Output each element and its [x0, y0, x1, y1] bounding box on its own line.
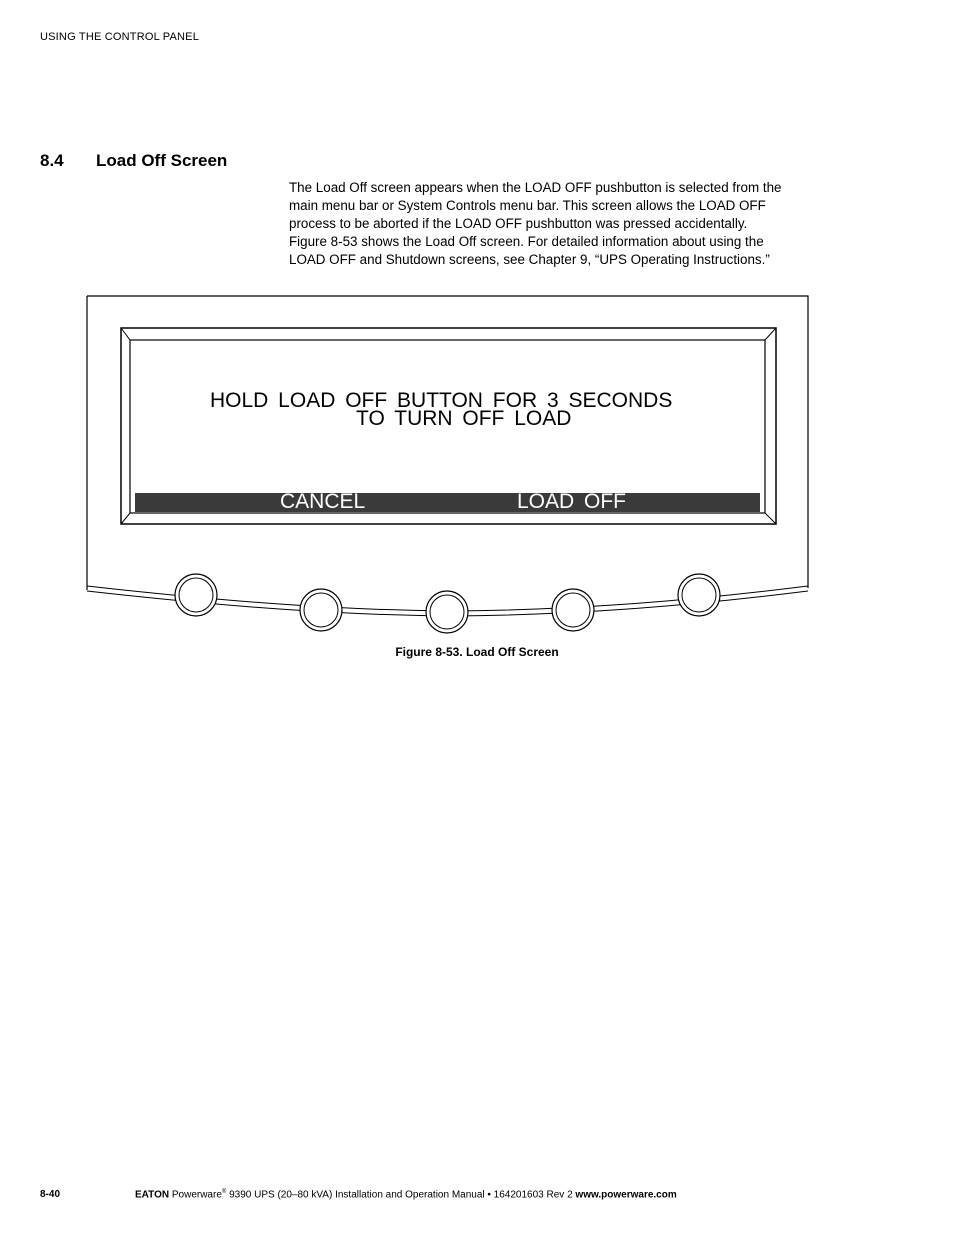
lcd-message-line-1: HOLD LOAD OFF BUTTON FOR 3 SECONDS: [210, 389, 673, 412]
lcd-message-line-2: TO TURN OFF LOAD: [356, 407, 572, 430]
page-number: 8-40: [40, 1189, 61, 1200]
section-heading: [40, 151, 227, 171]
control-panel-figure: [80, 290, 820, 640]
softkey-menu-bar: [135, 490, 760, 513]
pushbutton-3[interactable]: [426, 591, 468, 633]
pushbutton-1[interactable]: [175, 574, 217, 616]
pushbutton-4[interactable]: [552, 589, 594, 631]
section-title: Load Off Screen: [96, 151, 228, 170]
pushbutton-2[interactable]: [300, 589, 342, 631]
running-header: USING THE CONTROL PANEL: [40, 31, 200, 43]
pushbutton-5[interactable]: [678, 574, 720, 616]
footer-description: 9390 UPS (20–80 kVA) Installation and Operation Manual • 164201603 Rev 2: [226, 1189, 576, 1201]
paragraph-line: process to be aborted if the LOAD OFF pushbutton was pressed accidentally.: [289, 216, 748, 231]
load-off-softkey[interactable]: LOAD OFF: [517, 490, 627, 513]
figure-caption: Figure 8-53. Load Off Screen: [395, 645, 559, 659]
section-number: 8.4: [40, 151, 64, 170]
footer-website-link[interactable]: www.powerware.com: [575, 1189, 677, 1201]
body-paragraph: [289, 179, 845, 269]
control-panel-drawing: [80, 290, 820, 640]
footer-text: [135, 1189, 677, 1200]
paragraph-line: main menu bar or System Controls menu bar. This screen allows the LOAD OFF: [289, 198, 766, 213]
footer-product: Powerware: [171, 1189, 222, 1201]
paragraph-line: The Load Off screen appears when the LOAD OFF pushbutton is selected from the: [289, 180, 782, 195]
footer-brand: EATON: [135, 1189, 170, 1201]
paragraph-line: Figure 8-53 shows the Load Off screen. For detailed information about using the: [289, 234, 764, 249]
registered-mark: ®: [221, 1189, 227, 1195]
cancel-softkey[interactable]: CANCEL: [280, 490, 366, 513]
paragraph-line: LOAD OFF and Shutdown screens, see Chapter 9, “UPS Operating Instructions.”: [289, 252, 770, 267]
